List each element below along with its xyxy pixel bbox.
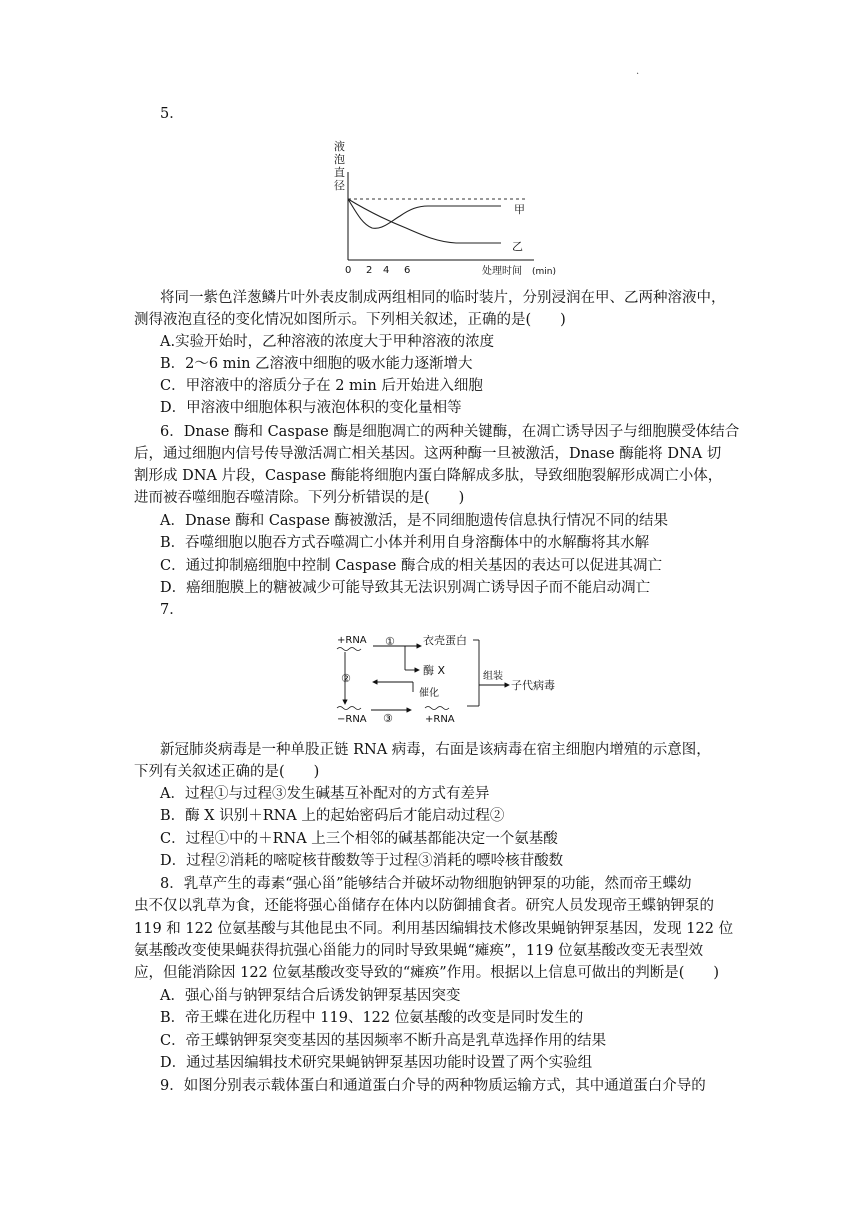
q7-minus-rna: −RNA: [337, 714, 367, 725]
q5-number: 5．: [160, 106, 184, 122]
q7-enzyme-x: 酶 X: [423, 664, 446, 677]
q6-stem-line-1: 6．Dnase 酶和 Caspase 酶是细胞凋亡的两种关键酶，在凋亡诱导因子与细胞膜受体结合: [160, 424, 740, 440]
q7-stem-line-2: 下列有关叙述正确的是( ): [134, 764, 320, 780]
q5-option-d: D．甲溶液中细胞体积与液泡体积的变化量相等: [160, 400, 462, 416]
q6-option-d: D．癌细胞膜上的糖被减少可能导致其无法识别凋亡诱导因子而不能启动凋亡: [160, 580, 651, 596]
q6-stem-line-4: 进而被吞噬细胞吞噬清除。下列分析错误的是( ): [134, 490, 465, 506]
q5-xtick-6: 6: [404, 265, 411, 276]
q8-stem-line-3: 119 和 122 位氨基酸与其他昆虫不同。利用基因编辑技术修改果蝇钠钾泵基因，发现 122 位: [134, 921, 734, 937]
q7-plus-rna-top: +RNA: [337, 635, 367, 646]
q6-option-c: C．通过抑制癌细胞中控制 Caspase 酶合成的相关基因的表达可以促进其凋亡: [160, 558, 662, 574]
q7-option-b: B．酶 X 识别＋RNA 上的起始密码后才能启动过程②: [160, 808, 505, 824]
q7-option-d: D．过程②消耗的嘧啶核苷酸数等于过程③消耗的嘌呤核苷酸数: [160, 853, 564, 869]
q5-xtick-4: 4: [383, 265, 390, 276]
q7-step3-label: ③: [383, 712, 393, 725]
q7-assemble-label: 组装: [483, 671, 503, 682]
q7-number: 7．: [160, 602, 184, 618]
q5-ylabel-char-1: 液: [334, 140, 345, 153]
q5-series-label-yi: 乙: [512, 240, 523, 253]
q5-ylabel-char-4: 径: [334, 179, 345, 192]
q7-wavy-top: [337, 648, 361, 651]
q5-xtick-2: 2: [366, 265, 373, 276]
q7-option-a: A．过程①与过程③发生碱基互补配对的方式有差异: [160, 786, 490, 802]
q8-option-a: A．强心甾与钠钾泵结合后诱发钠钾泵基因突变: [160, 988, 461, 1004]
q5-curve-jia: [348, 199, 501, 228]
q7-coat-protein: 衣壳蛋白: [423, 634, 467, 647]
q7-step1-label: ①: [385, 635, 395, 648]
q7-progeny-virus: 子代病毒: [511, 679, 555, 692]
q7-option-c: C．过程①中的＋RNA 上三个相邻的碱基都能决定一个氨基酸: [160, 831, 558, 847]
q6-stem-line-2: 后，通过细胞内信号传导激活凋亡相关基因。这两种酶一旦被激活，Dnase 酶能将 DNA 切: [134, 446, 722, 462]
q5-xticks: [345, 265, 410, 276]
q5-xunit: (min): [532, 267, 556, 277]
q7-wavy-minus: [337, 707, 361, 710]
q5-stem-line-1: 将同一紫色洋葱鳞片叶外表皮制成两组相同的临时装片，分别浸润在甲、乙两种溶液中，: [160, 290, 726, 306]
q6-option-a: A．Dnase 酶和 Caspase 酶被激活，是不同细胞遗传信息执行情况不同的结果: [160, 513, 669, 529]
q5-xtick-0: 0: [345, 265, 352, 276]
q5-ylabel-char-3: 直: [334, 166, 345, 179]
q7-wavy-plus-bottom: [425, 707, 449, 710]
q7-step2-label: ②: [341, 672, 351, 685]
q6-stem-line-3: 割形成 DNA 片段，Caspase 酶能将细胞内蛋白降解成多肽，导致细胞裂解形成凋亡小体，: [134, 468, 723, 484]
q5-ylabel-char-2: 泡: [334, 153, 345, 166]
q5-vacuole-diameter-chart: [326, 132, 566, 280]
q5-option-c: C．甲溶液中的溶质分子在 2 min 后开始进入细胞: [160, 378, 483, 394]
q5-ylabel: [334, 139, 345, 192]
q6-option-b: B．吞噬细胞以胞吞方式吞噬凋亡小体并利用自身溶酶体中的水解酶将其水解: [160, 535, 650, 551]
q8-stem-line-2: 虫不仅以乳草为食，还能将强心甾储存在体内以防御捕食者。研究人员发现帝王蝶钠钾泵的: [134, 898, 714, 914]
q5-xlabel: 处理时间: [482, 266, 522, 277]
q7-virus-replication-diagram: [333, 630, 603, 726]
q8-stem-line-1: 8．乳草产生的毒素“强心甾”能够结合并破坏动物细胞钠钾泵的功能，然而帝王蝶幼: [160, 876, 692, 892]
q5-option-a: A.实验开始时，乙种溶液的浓度大于甲种溶液的浓度: [160, 334, 495, 350]
q9-stem-line-1: 9．如图分别表示载体蛋白和通道蛋白介导的两种物质运输方式，其中通道蛋白介导的: [160, 1078, 706, 1094]
q8-option-c: C．帝王蝶钠钾泵突变基因的基因频率不断升高是乳草选择作用的结果: [160, 1033, 607, 1049]
q7-stem-line-1: 新冠肺炎病毒是一种单股正链 RNA 病毒，右面是该病毒在宿主细胞内增殖的示意图，: [160, 742, 711, 758]
q7-catalyze-label: 催化: [419, 688, 439, 699]
q5-series-label-jia: 甲: [514, 203, 525, 216]
q5-option-b: B．2～6 min 乙溶液中细胞的吸水能力逐渐增大: [160, 356, 473, 372]
q5-stem-line-2: 测得液泡直径的变化情况如图所示。下列相关叙述，正确的是( ): [134, 312, 566, 328]
q8-option-b: B．帝王蝶在进化历程中 119、122 位氨基酸的改变是同时发生的: [160, 1010, 584, 1026]
q7-plus-rna-bottom: +RNA: [425, 714, 455, 725]
q8-option-d: D．通过基因编辑技术研究果蝇钠钾泵基因功能时设置了两个实验组: [160, 1055, 593, 1071]
q8-stem-line-4: 氨基酸改变使果蝇获得抗强心甾能力的同时导致果蝇“瘫痪”，119 位氨基酸改变无表型效: [134, 943, 704, 959]
header-mark: .: [636, 66, 640, 77]
q8-stem-line-5: 应，但能消除因 122 位氨基酸改变导致的“瘫痪”作用。根据以上信息可做出的判断是( ): [134, 965, 720, 981]
